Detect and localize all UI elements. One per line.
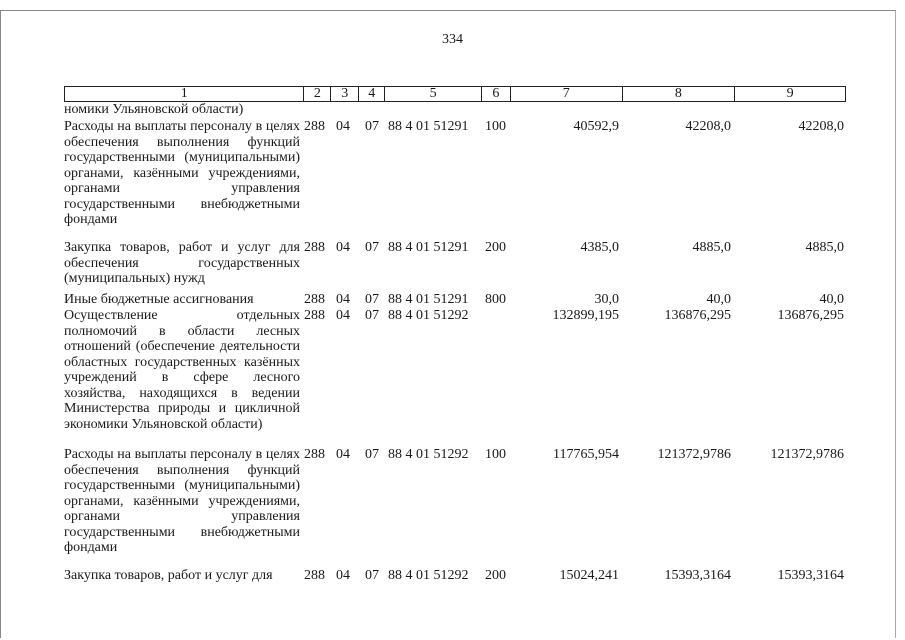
row-section-code: 04 [336,240,350,255]
row-ministry-code: 288 [304,240,325,255]
row-expense-type: 100 [485,119,506,134]
row-amount-year-3: 15393,3164 [777,568,844,583]
row-amount-year-1: 4385,0 [580,240,619,255]
row-subsection-code: 07 [365,447,379,462]
header-col-4: 4 [359,87,385,101]
row-amount-year-2: 4885,0 [692,240,731,255]
table-row [64,102,854,119]
row-ministry-code: 288 [304,568,325,583]
row-ministry-code: 288 [304,119,325,134]
table-body [64,102,854,585]
row-amount-year-2: 136876,295 [664,308,731,323]
row-subsection-code: 07 [365,240,379,255]
row-target-article: 88 4 01 51291 [388,240,469,255]
header-col-9: 9 [786,86,794,101]
row-expense-type: 800 [485,292,506,307]
row-target-article: 88 4 01 51291 [388,292,469,307]
header-col-1: 1 [65,87,304,101]
row-amount-year-3: 121372,9786 [770,447,844,462]
row-amount-year-1: 15024,241 [559,568,619,583]
row-section-code: 04 [336,119,350,134]
row-expense-type: 100 [485,447,506,462]
row-target-article: 88 4 01 51291 [388,119,469,134]
row-amount-year-2: 40,0 [706,292,731,307]
row-subsection-code: 07 [365,119,379,134]
row-subsection-code: 07 [365,568,379,583]
row-target-article: 88 4 01 51292 [388,447,469,462]
row-amount-year-1: 132899,195 [552,308,619,323]
table-row [64,447,854,568]
row-ministry-code: 288 [304,447,325,462]
table-row [64,568,854,585]
row-description: Расходы на выплаты персоналу в целях обеспечения выполнения функций государственными (муниципальными) органами, казёнными учреждениями, органами управления государственными внебюджетными фондами [64,447,300,555]
row-section-code: 04 [336,447,350,462]
row-section-code: 04 [336,568,350,583]
page-number: 334 [442,32,463,47]
row-amount-year-2: 42208,0 [685,119,731,134]
table-row [64,119,854,240]
table-row [64,308,854,447]
row-expense-type: 200 [485,240,506,255]
table-header [64,86,846,102]
row-section-code: 04 [336,308,350,323]
table-row [64,240,854,292]
row-section-code: 04 [336,292,350,307]
row-description: Осуществление отдельных полномочий в области лесных отношений (обеспечение деятельности областных государственных казённых учреждений в сфере лесного хозяйства, находящихся в ведении Министерства природы и цикличной экономики Ульяновской области) [64,308,300,432]
header-col-2: 2 [304,87,331,101]
row-amount-year-3: 4885,0 [805,240,844,255]
header-col-3: 3 [331,87,359,101]
header-col-5: 5 [385,87,482,101]
row-subsection-code: 07 [365,292,379,307]
row-description: номики Ульяновской области) [64,102,244,117]
row-amount-year-2: 121372,9786 [657,447,731,462]
row-amount-year-1: 40592,9 [573,119,619,134]
row-target-article: 88 4 01 51292 [388,308,469,323]
header-col-7: 7 [511,87,623,101]
row-expense-type: 200 [485,568,506,583]
row-amount-year-3: 136876,295 [777,308,844,323]
row-amount-year-2: 15393,3164 [664,568,731,583]
row-target-article: 88 4 01 51292 [388,568,469,583]
row-amount-year-3: 40,0 [819,292,844,307]
row-description: Иные бюджетные ассигнования [64,292,254,307]
row-description: Закупка товаров, работ и услуг для [64,568,273,583]
header-col-8: 8 [623,87,736,101]
row-ministry-code: 288 [304,308,325,323]
row-amount-year-1: 117765,954 [553,447,619,462]
row-ministry-code: 288 [304,292,325,307]
row-amount-year-3: 42208,0 [798,119,844,134]
table-row [64,292,854,308]
header-col-6: 6 [482,87,511,101]
row-description: Закупка товаров, работ и услуг для обеспечения государственных (муниципальных) нужд [64,240,300,286]
row-description: Расходы на выплаты персоналу в целях обеспечения выполнения функций государственными (муниципальными) органами, казёнными учреждениями, органами управления государственными внебюджетными фондами [64,119,300,227]
row-amount-year-1: 30,0 [594,292,619,307]
row-subsection-code: 07 [365,308,379,323]
